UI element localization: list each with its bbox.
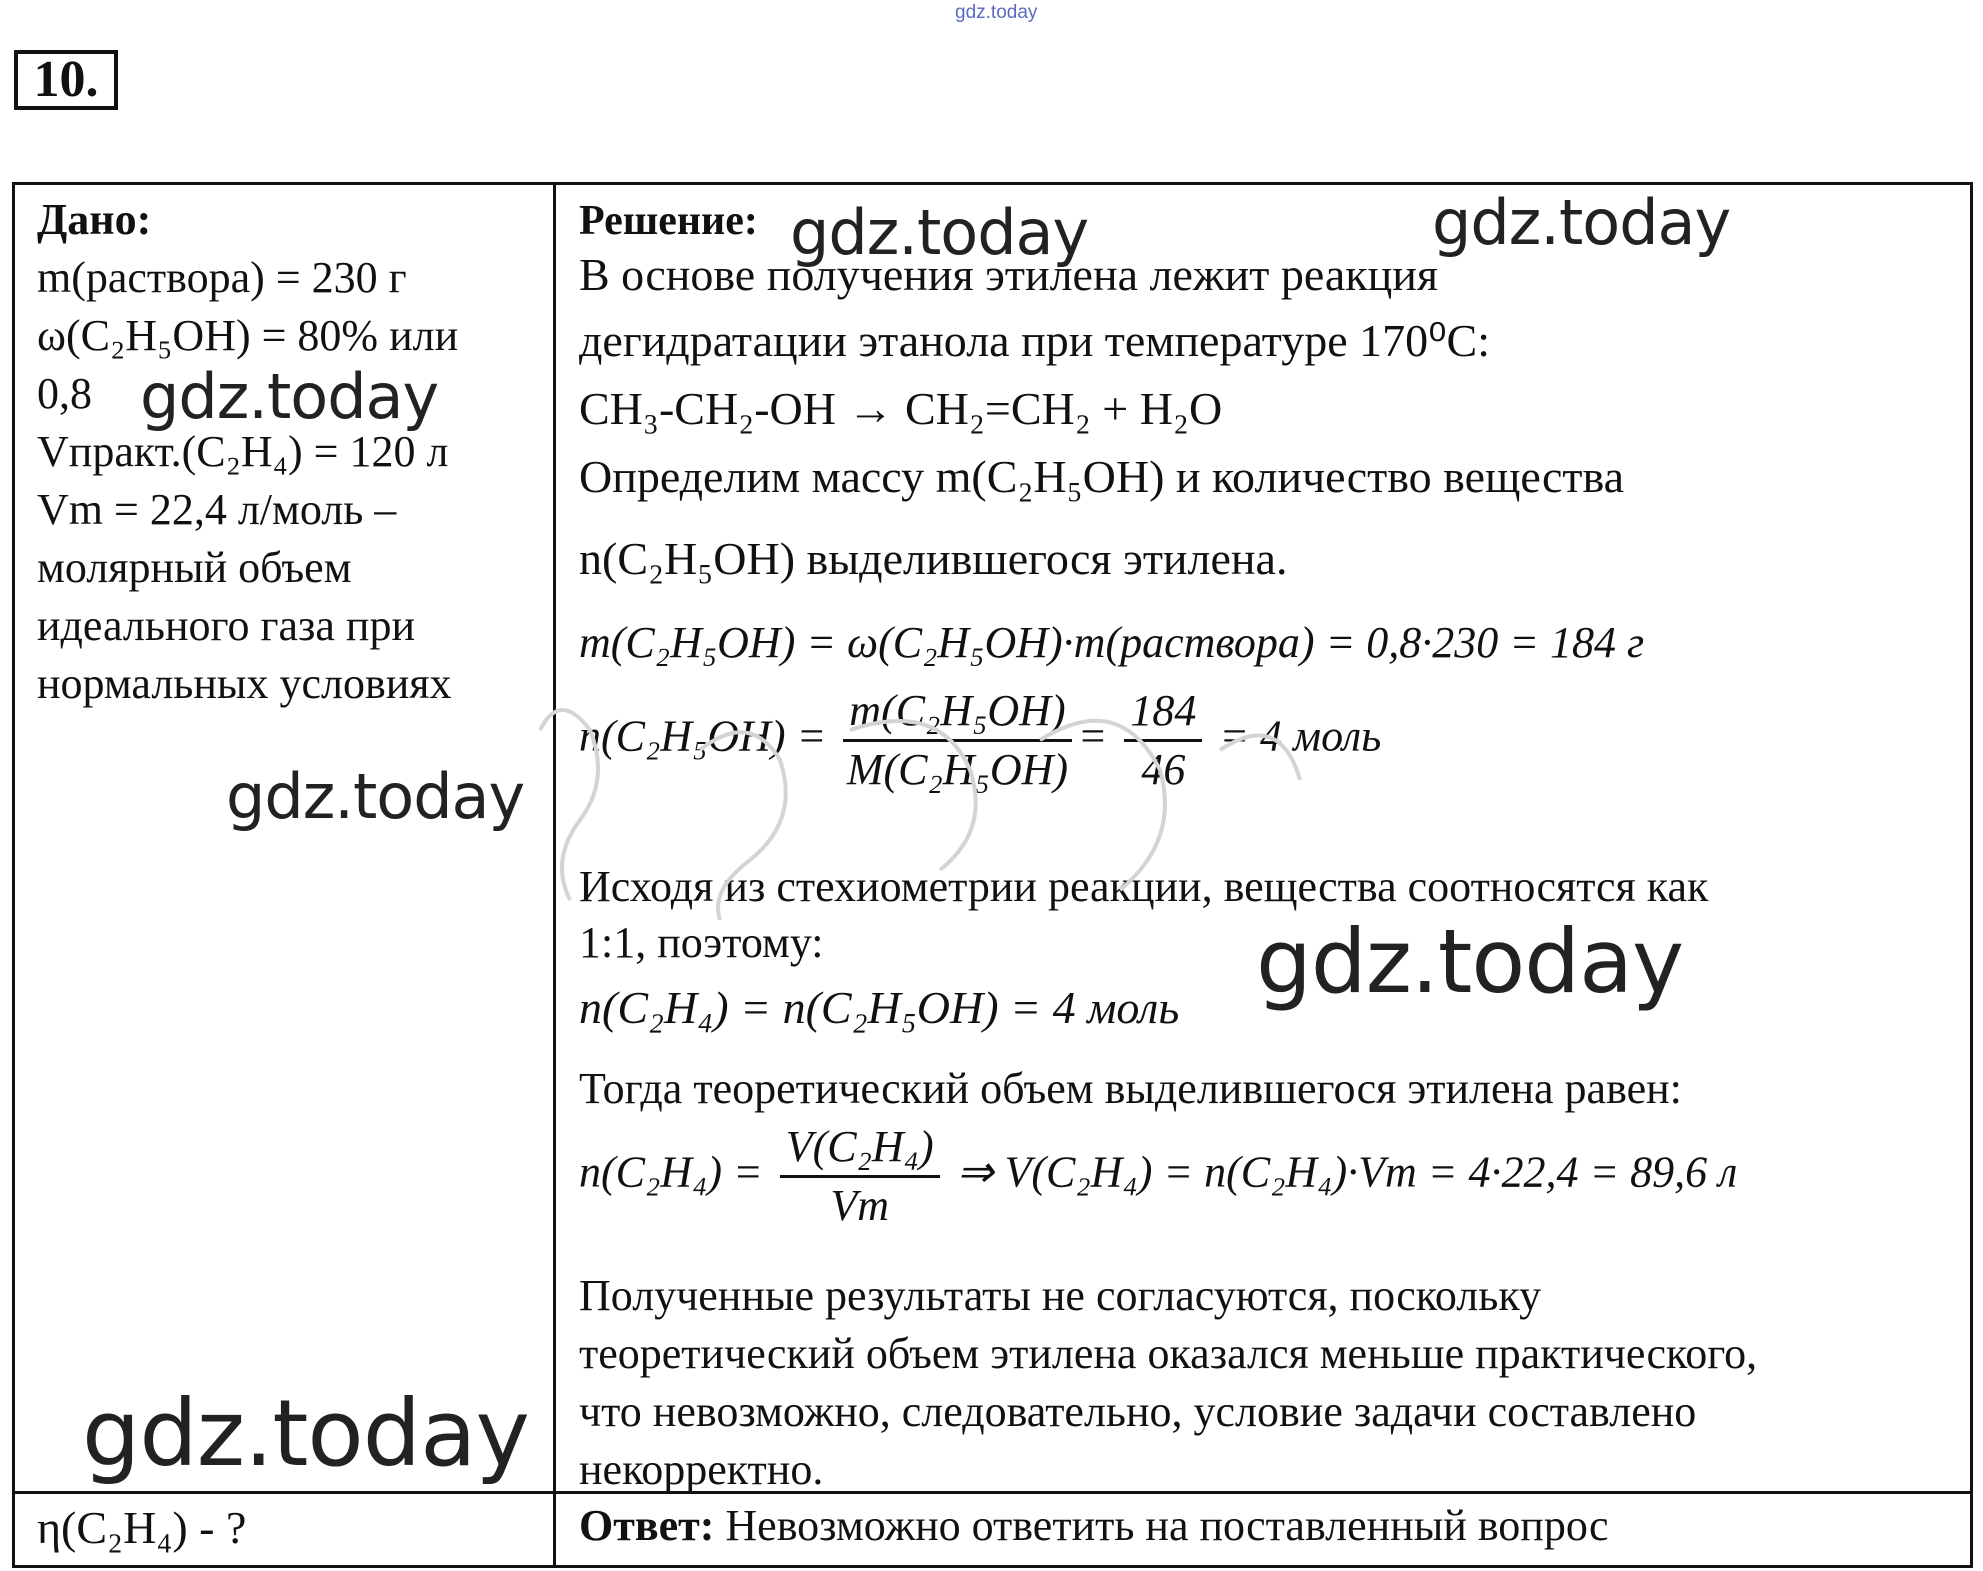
eq4-numerator: V(C₂H₄) <box>780 1121 940 1178</box>
eq4-right: ⇒ V(C₂H₄) = n(C₂H₄)·Vm = 4·22,4 = 89,6 л <box>956 1147 1738 1197</box>
watermark-6: gdz.today <box>82 1380 529 1487</box>
equation-mass: m(C₂H₅OH) = ω(C₂H₅OH)·m(раствора) = 0,8·230 = 184 г <box>579 618 1645 667</box>
conclusion-line-1: Полученные результаты не согласуются, поскольку <box>579 1271 1542 1320</box>
eq2-denominator: M(C₂H₅OH) <box>846 745 1069 794</box>
given-line-3: 0,8 <box>37 369 92 418</box>
conclusion-line-3: что невозможно, следовательно, условие задачи составлено <box>579 1387 1697 1436</box>
given-block <box>37 191 458 713</box>
watermark-5: gdz.today <box>1256 910 1684 1013</box>
eq4-fraction <box>780 1121 940 1232</box>
eq2-numerator: m(C₂H₅OH) <box>843 685 1071 742</box>
eq2-result: = 4 моль <box>1219 711 1382 761</box>
conclusion-line-2: теоретический объем этилена оказался меньше практического, <box>579 1329 1758 1378</box>
equation-volume <box>579 1121 1737 1232</box>
find-line: η(C₂H₄) - ? <box>37 1502 247 1553</box>
given-line-7: идеального газа при <box>37 601 416 650</box>
answer-line <box>579 1498 1608 1554</box>
watermark-2: gdz.today <box>1432 186 1731 259</box>
eq2-left: n(C₂H₅OH) = <box>579 711 827 761</box>
problem-number: 10. <box>14 50 118 110</box>
ghost-watermark-graphic <box>520 690 1520 920</box>
given-line-4: Vпракт.(C₂H₄) = 120 л <box>37 427 449 476</box>
solution-text-3: Определим массу m(C₂H₅OH) и количество вещества <box>579 451 1625 502</box>
solution-text-2: дегидратации этанола при температуре 170⁰C: <box>579 315 1491 366</box>
solution-text-4: n(C₂H₅OH) выделившегося этилена. <box>579 533 1288 584</box>
solution-text-5: Исходя из стехиометрии реакции, вещества соотносятся как <box>579 862 1709 911</box>
answer-label: Ответ: <box>579 1501 715 1550</box>
watermark-4: gdz.today <box>226 760 525 833</box>
equation-moles: n(C₂H₅OH) = $\frac{\text{m(C₂H₅OH)}}{\text{M(C₂H₅OH)}}$ = $\frac{184}{46}$ = 4 моль <box>579 686 1382 794</box>
solution-text-6: 1:1, поэтому: <box>579 918 824 967</box>
conclusion-line-4: некорректно. <box>579 1445 824 1494</box>
given-line-2: ω(C₂H₅OH) = 80% или <box>37 311 459 360</box>
solution-text-1: В основе получения этилена лежит реакция <box>579 249 1439 300</box>
given-line-1: m(раствора) = 230 г <box>37 253 407 302</box>
conclusion-block <box>579 1267 1757 1499</box>
watermark-3: gdz.today <box>140 360 439 433</box>
eq4-denominator: Vm <box>830 1181 889 1230</box>
reaction-equation: CH₃-CH₂-OH → CH₂=CH₂ + H₂O <box>579 383 1223 434</box>
watermark-1: gdz.today <box>790 196 1089 269</box>
eq2-numerator-2: 184 <box>1124 685 1202 742</box>
given-line-6: молярный объем <box>37 543 352 592</box>
given-line-8: нормальных условиях <box>37 659 452 708</box>
given-line-5: Vm = 22,4 л/моль – <box>37 485 397 534</box>
eq2-denominator-2: 46 <box>1141 745 1186 794</box>
solution-heading: Решение: <box>579 198 758 244</box>
eq4-left: n(C₂H₄) = <box>579 1147 763 1197</box>
given-heading: Дано: <box>37 195 152 244</box>
solution-text-7: Тогда теоретический объем выделившегося этилена равен: <box>579 1064 1682 1113</box>
top-watermark: gdz.today <box>955 2 1038 23</box>
equation-ethylene-moles: n(C₂H₄) = n(C₂H₅OH) = 4 моль <box>579 982 1180 1033</box>
answer-text: Невозможно ответить на поставленный вопрос <box>725 1501 1609 1550</box>
